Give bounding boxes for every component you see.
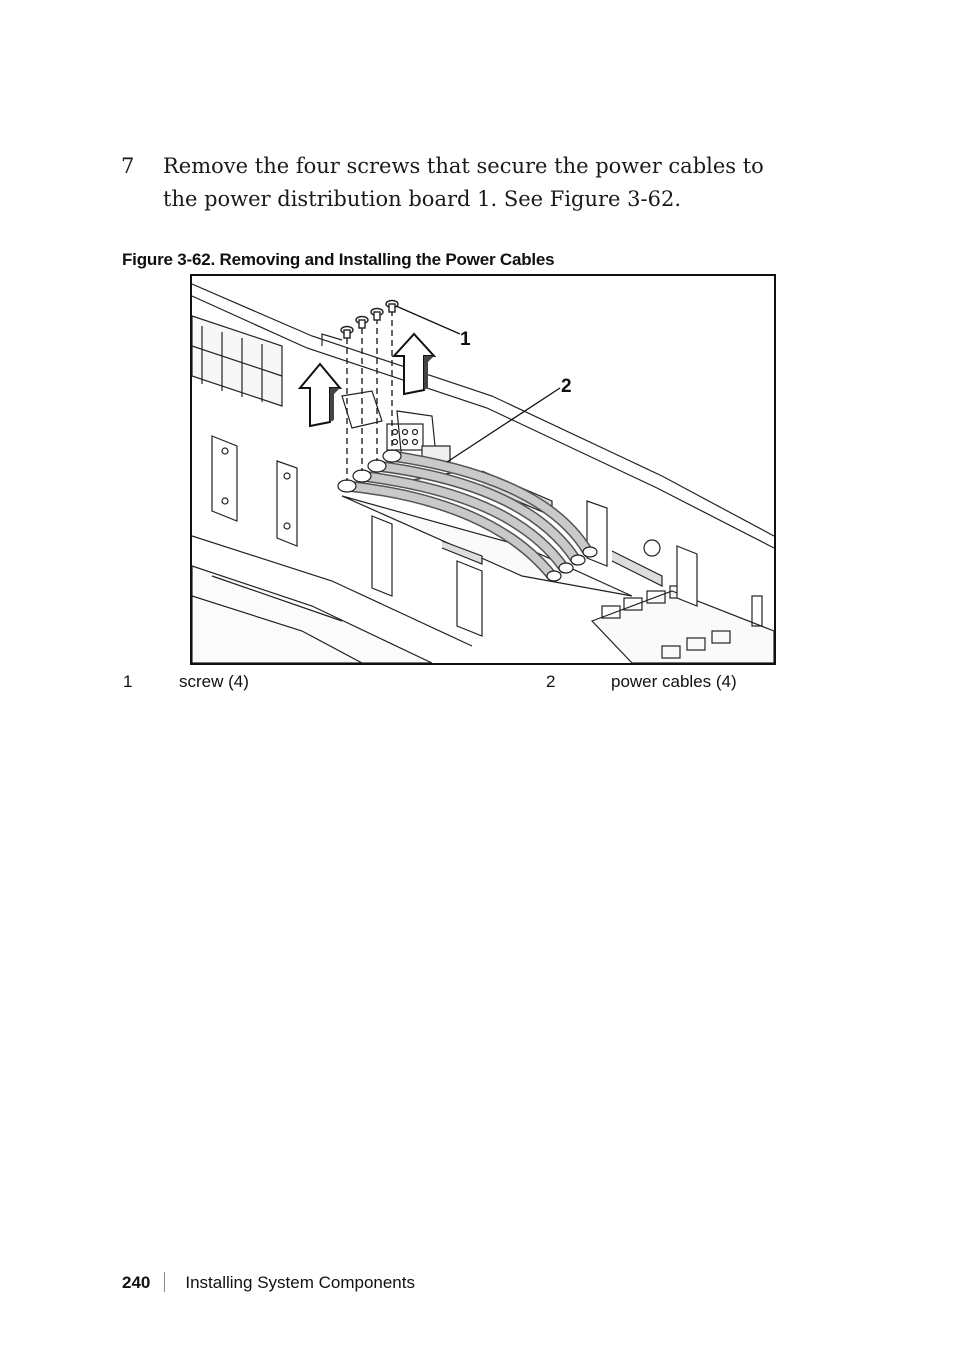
figure-illustration <box>190 274 776 665</box>
page-number: 240 <box>122 1273 151 1292</box>
legend-num-1: 1 <box>123 672 133 691</box>
step-number: 7 <box>121 154 135 178</box>
page-footer <box>122 1272 415 1293</box>
section-title: Installing System Components <box>185 1273 415 1292</box>
figure-caption: Figure 3-62. Removing and Installing the Power Cables <box>122 250 555 269</box>
callout-2: 2 <box>561 376 572 397</box>
power-cable-removal-drawing <box>192 276 774 663</box>
legend-num-2: 2 <box>546 672 556 691</box>
legend-label-power-cables: power cables (4) <box>611 672 737 691</box>
footer-divider <box>164 1272 165 1292</box>
legend-label-screw: screw (4) <box>179 672 249 691</box>
callout-1: 1 <box>460 329 471 350</box>
step-text: Remove the four screws that secure the power cables to the power distribution board 1. See Figure 3-62. <box>163 154 764 211</box>
